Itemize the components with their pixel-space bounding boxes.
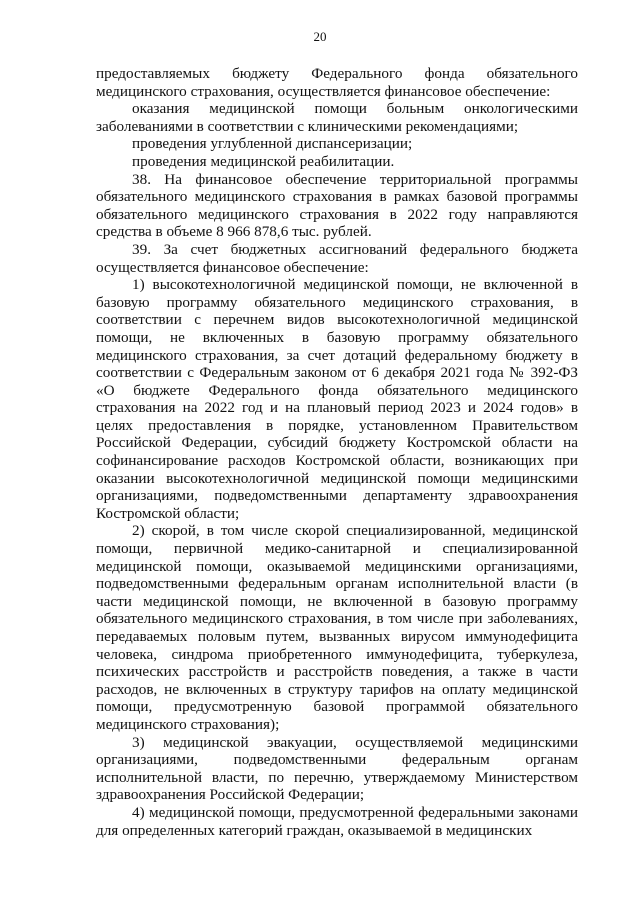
page-number: 20 [313, 29, 327, 44]
paragraph: 3) медицинской эвакуации, осуществляемой медицинскими организациями, подведомственными федеральным органам исполнительной власти, по перечню, утверждаемому Министерством здравоохранения Российской Федерации; [96, 733, 578, 804]
paragraph: проведения медицинской реабилитации. [132, 152, 395, 170]
document-body [96, 65, 578, 839]
paragraph: 38. На финансовое обеспечение территориальной программы обязательного медицинского страхования в рамках базовой программы обязательного медицинского страхования в 2022 году направляются средства в объеме 8 966 878,6 тыс. рублей. [96, 170, 578, 241]
paragraph: 39. За счет бюджетных ассигнований федерального бюджета осуществляется финансовое обеспечение: [96, 240, 578, 276]
paragraph: предоставляемых бюджету Федерального фонда обязательного медицинского страхования, осуществляется финансовое обеспечение: [96, 65, 578, 100]
paragraph: оказания медицинской помощи больным онкологическими заболеваниями в соответствии с клиническими рекомендациями; [96, 100, 578, 135]
paragraph: проведения углубленной диспансеризации; [132, 135, 413, 153]
paragraph: 1) высокотехнологичной медицинской помощи, не включенной в базовую программу обязательного медицинского страхования, в соответствии с перечнем видов высокотехнологичной медицинской помощи, не включенных в базовую программу обязательного медицинского страхования, за счет дотаций федеральному бюджету в соответствии с Федеральным законом от 6 декабря 2021 года № 392-ФЗ «О бюджете Федерального фонда обязательного медицинского страхования на 2022 год и на плановый период 2023 и 2024 годов» в целях предоставления в порядке, установленном Правительством Российской Федерации, субсидий бюджету Костромской области на софинансирование расходов Костромской области, возникающих при оказании высокотехнологичной медицинской помощи медицинскими организациями, подведомственными департаменту здравоохранения Костромской области; [96, 276, 578, 522]
paragraph: 2) скорой, в том числе скорой специализированной, медицинской помощи, первичной медико-санитарной и специализированной медицинской помощи, оказываемой медицинскими организациями, подведомственными федеральным органам исполнительной власти (в части медицинской помощи, не включенной в базовую программу обязательного медицинского страхования, в том числе при заболеваниях, передаваемых половым путем, вызванных вирусом иммунодефицита человека, синдрома приобретенного иммунодефицита, туберкулеза, психических расстройств и расстройств поведения, а также в части расходов, не включенных в структуру тарифов на оплату медицинской помощи, предусмотренную базовой программой обязательного медицинского страхования); [96, 522, 578, 733]
paragraph: 4) медицинской помощи, предусмотренной федеральными законами для определенных категорий граждан, оказываемой в медицинских [96, 803, 578, 839]
